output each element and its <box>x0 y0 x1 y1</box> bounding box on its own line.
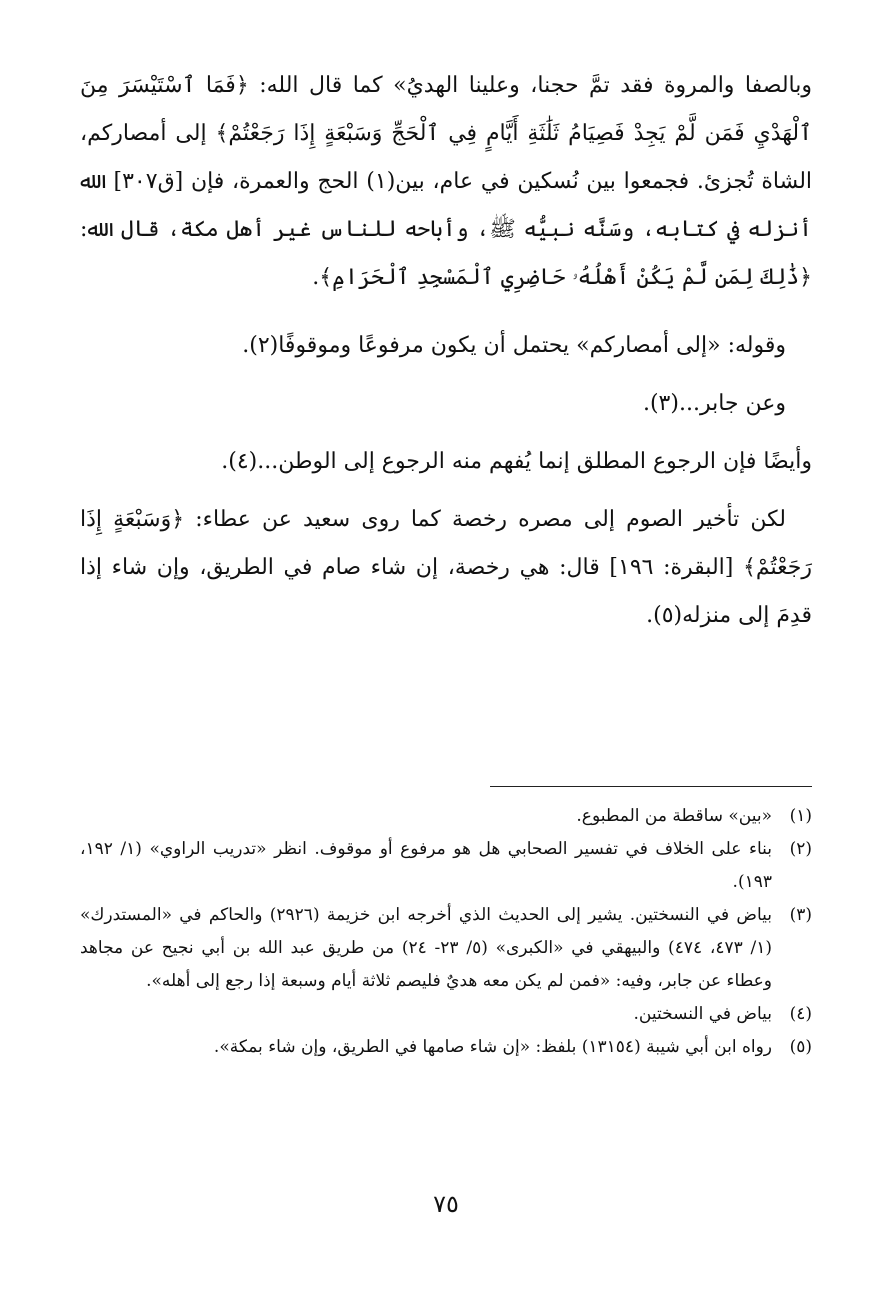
footnote-text: «بين» ساقطة من المطبوع. <box>576 806 772 826</box>
footnotes <box>80 800 812 1064</box>
footnote-1 <box>80 800 812 833</box>
footnote-5 <box>80 1031 812 1064</box>
paragraph-2: وقوله: «إلى أمصاركم» يحتمل أن يكون مرفوعًا وموقوفًا(٢). <box>242 333 786 358</box>
footnote-separator <box>490 786 812 787</box>
paragraph-3: وعن جابر...(٣). <box>642 391 786 416</box>
footnote-3 <box>80 899 812 998</box>
footnote-number: (٤) <box>789 1004 812 1024</box>
footnote-number: (١) <box>789 806 812 826</box>
main-text <box>80 62 812 640</box>
footnote-text: رواه ابن أبي شيبة (١٣١٥٤) بلفظ: «إن شاء صامها في الطريق، وإن شاء بمكة». <box>213 1037 772 1057</box>
paragraph-4: وأيضًا فإن الرجوع المطلق إنما يُفهم منه الرجوع إلى الوطن...(٤). <box>221 449 812 474</box>
footnote-text: بياض في النسختين. <box>633 1004 772 1024</box>
footnote-number: (٢) <box>789 839 812 859</box>
footnote-number: (٥) <box>789 1037 812 1057</box>
paragraph-5: لكن تأخير الصوم إلى مصره رخصة كما روى سعيد عن عطاء: ﴿وَسَبْعَةٍ إِذَا رَجَعْتُمْ﴾ [البقرة: ١٩٦] قال: هي رخصة، إن شاء صام في الطريق، وإن شاء إذا قدِمَ إلى منزله(٥). <box>80 507 812 628</box>
footnote-number: (٣) <box>789 905 812 925</box>
paragraph-1: وبالصفا والمروة فقد تمَّ حجنا، وعلينا الهديُ» كما قال الله: ﴿فَمَا ٱسْتَيْسَرَ مِنَ ٱلْهَدْيِ فَمَن لَّمْ يَجِدْ فَصِيَامُ ثَلَٰثَةِ أَيَّامٍ فِي ٱلْحَجِّ وَسَبْعَةٍ إِذَا رَجَعْتُمْ﴾ إلى أمصاركم، الشاة تُجزئ. فجمعوا بين نُسكين في عام، بين(١) الحج والعمرة، فإن [ق٣٠٧] الله أنزله في كتابه، وسَنَّه نبيُّه ﷺ، وأباحه للناس غير أهل مكة، قال الله: ﴿ذَٰلِكَ لِمَن لَّمْ يَكُنْ أَهْلُهُۥ حَاضِرِي ٱلْمَسْجِدِ ٱلْحَرَامِ﴾. <box>80 73 813 290</box>
footnote-4 <box>80 998 812 1031</box>
footnote-text: بناء على الخلاف في تفسير الصحابي هل هو مرفوع أو موقوف. انظر «تدريب الراوي» (١/ ١٩٢، ١٩٣). <box>80 839 772 892</box>
footnote-text: بياض في النسختين. يشير إلى الحديث الذي أخرجه ابن خزيمة (٢٩٢٦) والحاكم في «المستدرك» (١/ ٤٧٣، ٤٧٤) والبيهقي في «الكبرى» (٥/ ٢٣- ٢٤) من طريق عبد الله بن أبي نجيح عن مجاهد وعطاء عن جابر، وفيه: «فمن لم يكن معه هديٌ فليصم ثلاثة أيام وسبعة إذا رجع إلى أهله». <box>80 905 773 991</box>
page-number: ٧٥ <box>433 1190 459 1218</box>
footnote-2 <box>80 833 812 899</box>
